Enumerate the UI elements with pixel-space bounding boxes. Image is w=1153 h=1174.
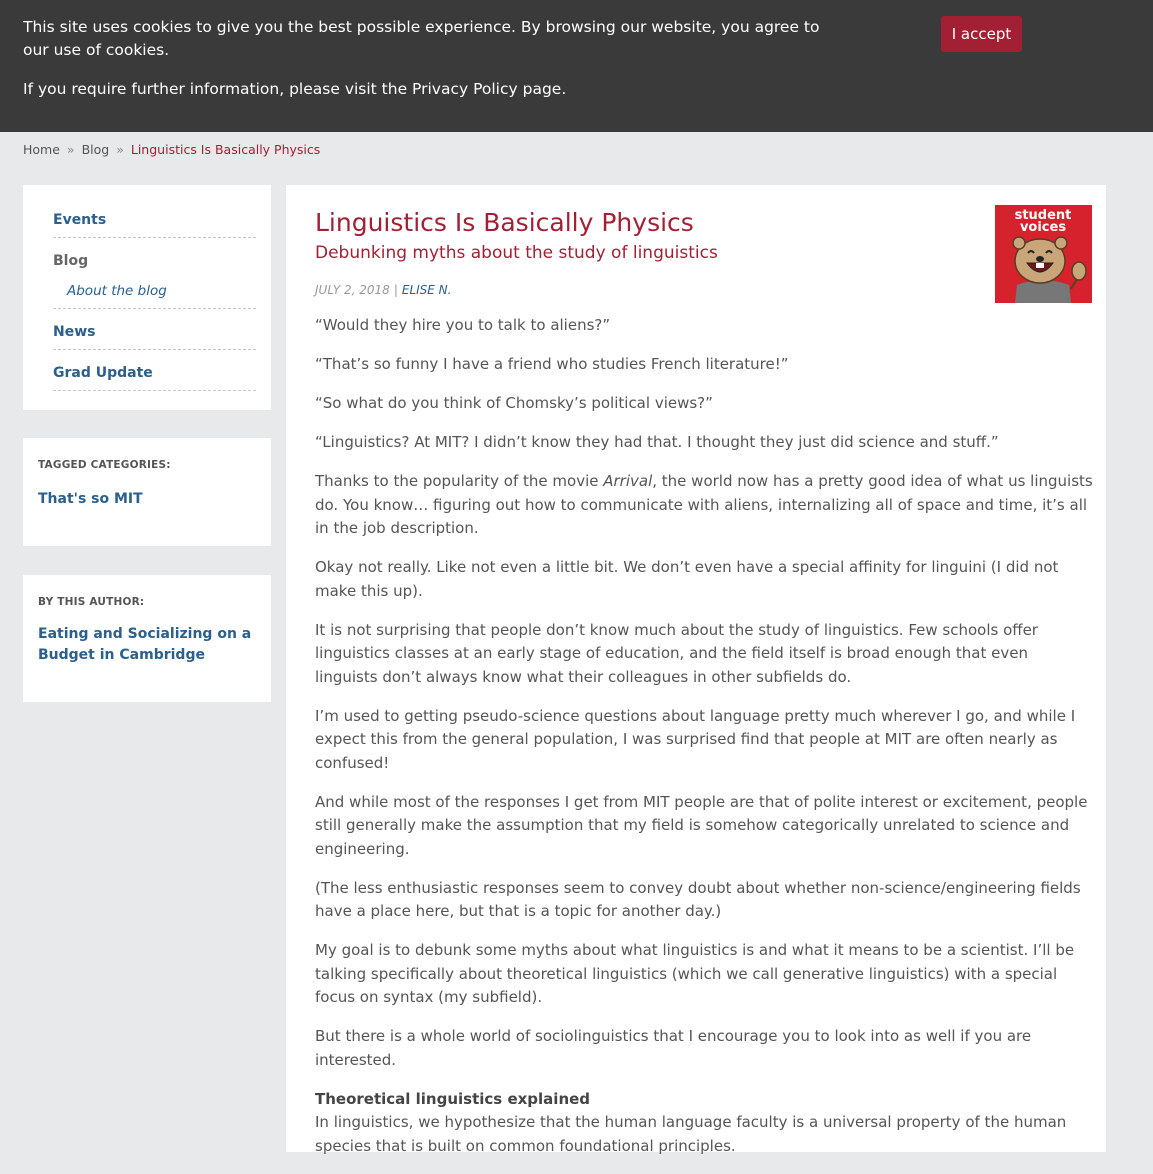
breadcrumb-separator: »: [66, 142, 75, 157]
cookie-banner: [0, 0, 1153, 132]
tagged-categories-heading: TAGGED CATEGORIES:: [38, 459, 171, 471]
breadcrumb: [23, 142, 320, 157]
tag-link[interactable]: That's so MIT: [38, 491, 143, 507]
paragraph: It is not surprising that people don’t know much about the study of linguistics. Few schools offer linguistics classes at an early stage of education, and the field itself is broad enough that even linguists don’t always know what their colleagues in other subfields do.: [315, 620, 1038, 686]
sidebar-item-blog[interactable]: Blog: [53, 253, 89, 269]
paragraph: “That’s so funny I have a friend who studies French literature!”: [315, 355, 789, 373]
accept-cookies-button[interactable]: I accept: [941, 16, 1022, 52]
sidebar-item-news[interactable]: News: [53, 319, 256, 350]
paragraph-text: Thanks to the popularity of the movie: [315, 472, 604, 490]
cookie-message: [23, 16, 833, 101]
sidebar-item-grad-update[interactable]: Grad Update: [53, 360, 256, 391]
article-content: [315, 207, 1095, 1174]
author-post-link[interactable]: Eating and Socializing on a Budget in Cambridge: [38, 626, 252, 663]
paragraph: In linguistics, we hypothesize that the human language faculty is a universal property of the human species that is built on common foundational principles.: [315, 1113, 1067, 1155]
sidebar-item-events[interactable]: Events: [53, 207, 256, 238]
paragraph: (The less enthusiastic responses seem to convey doubt about whether non-science/engineering fields have a place here, but that is a topic for another day.): [315, 878, 1081, 920]
sidebar-item-about-the-blog[interactable]: About the blog: [53, 278, 256, 309]
paragraph-arrival: [315, 470, 1095, 541]
sidebar-nav: [23, 185, 271, 410]
meta-separator: |: [393, 283, 398, 297]
paragraph: I’m used to getting pseudo-science questions about language pretty much wherever I go, and while I expect this from the general population, I was surprised find that people at MIT are often nearly as confused!: [315, 706, 1076, 772]
paragraph: Okay not really. Like not even a little bit. We don’t even have a special affinity for linguini (I did not make this up).: [315, 558, 1059, 600]
paragraph: My goal is to debunk some myths about what linguistics is and what it means to be a scientist. I’ll be talking specifically about theoretical linguistics (which we call generative linguistics) with a special focus on syntax (my subfield).: [315, 941, 1075, 1006]
badge-text-voices: voices: [1019, 220, 1067, 235]
article: [286, 185, 1106, 1155]
badge-text-student: student: [1014, 208, 1072, 223]
paragraph: But there is a whole world of sociolinguistics that I encourage you to look into as well if you are interested.: [315, 1027, 1032, 1069]
cookie-message-line1: This site uses cookies to give you the best possible experience. By browsing our website, you agree to our use of cookies.: [23, 18, 820, 59]
article-title: Linguistics Is Basically Physics: [315, 208, 694, 237]
paragraph: “Linguistics? At MIT? I didn’t know they had that. I thought they just did science and stuff.”: [315, 433, 999, 451]
paragraph: “Would they hire you to talk to aliens?”: [315, 316, 611, 334]
paragraph-text: , the world now has a pretty good idea of what us linguists do. You know… figuring out how to communicate with aliens, internalizing all of space and time, it’s all in the job description.: [315, 472, 1093, 537]
cookie-message-line2: If you require further information, please visit the Privacy Policy page.: [23, 80, 567, 98]
paragraph: And while most of the responses I get from MIT people are that of polite interest or excitement, people still generally make the assumption that my field is somehow categorically unrelated to science and engineering.: [315, 792, 1088, 858]
article-body: [315, 314, 1095, 1158]
section-heading: Theoretical linguistics explained: [315, 1089, 591, 1108]
breadcrumb-separator: »: [116, 142, 124, 157]
tagged-categories-box: [23, 438, 271, 546]
article-date: JULY 2, 2018: [315, 283, 390, 297]
paragraph: “So what do you think of Chomsky’s political views?”: [315, 394, 713, 412]
article-meta: [315, 283, 1095, 297]
by-this-author-box: [23, 575, 271, 702]
breadcrumb-home-link[interactable]: Home: [23, 142, 60, 157]
article-author-link[interactable]: ELISE N.: [401, 283, 452, 297]
by-this-author-heading: BY THIS AUTHOR:: [38, 596, 145, 608]
breadcrumb-current: Linguistics Is Basically Physics: [130, 142, 321, 157]
article-subtitle: Debunking myths about the study of linguistics: [315, 243, 718, 263]
movie-title: Arrival: [603, 472, 653, 490]
breadcrumb-blog-link[interactable]: Blog: [81, 142, 110, 157]
